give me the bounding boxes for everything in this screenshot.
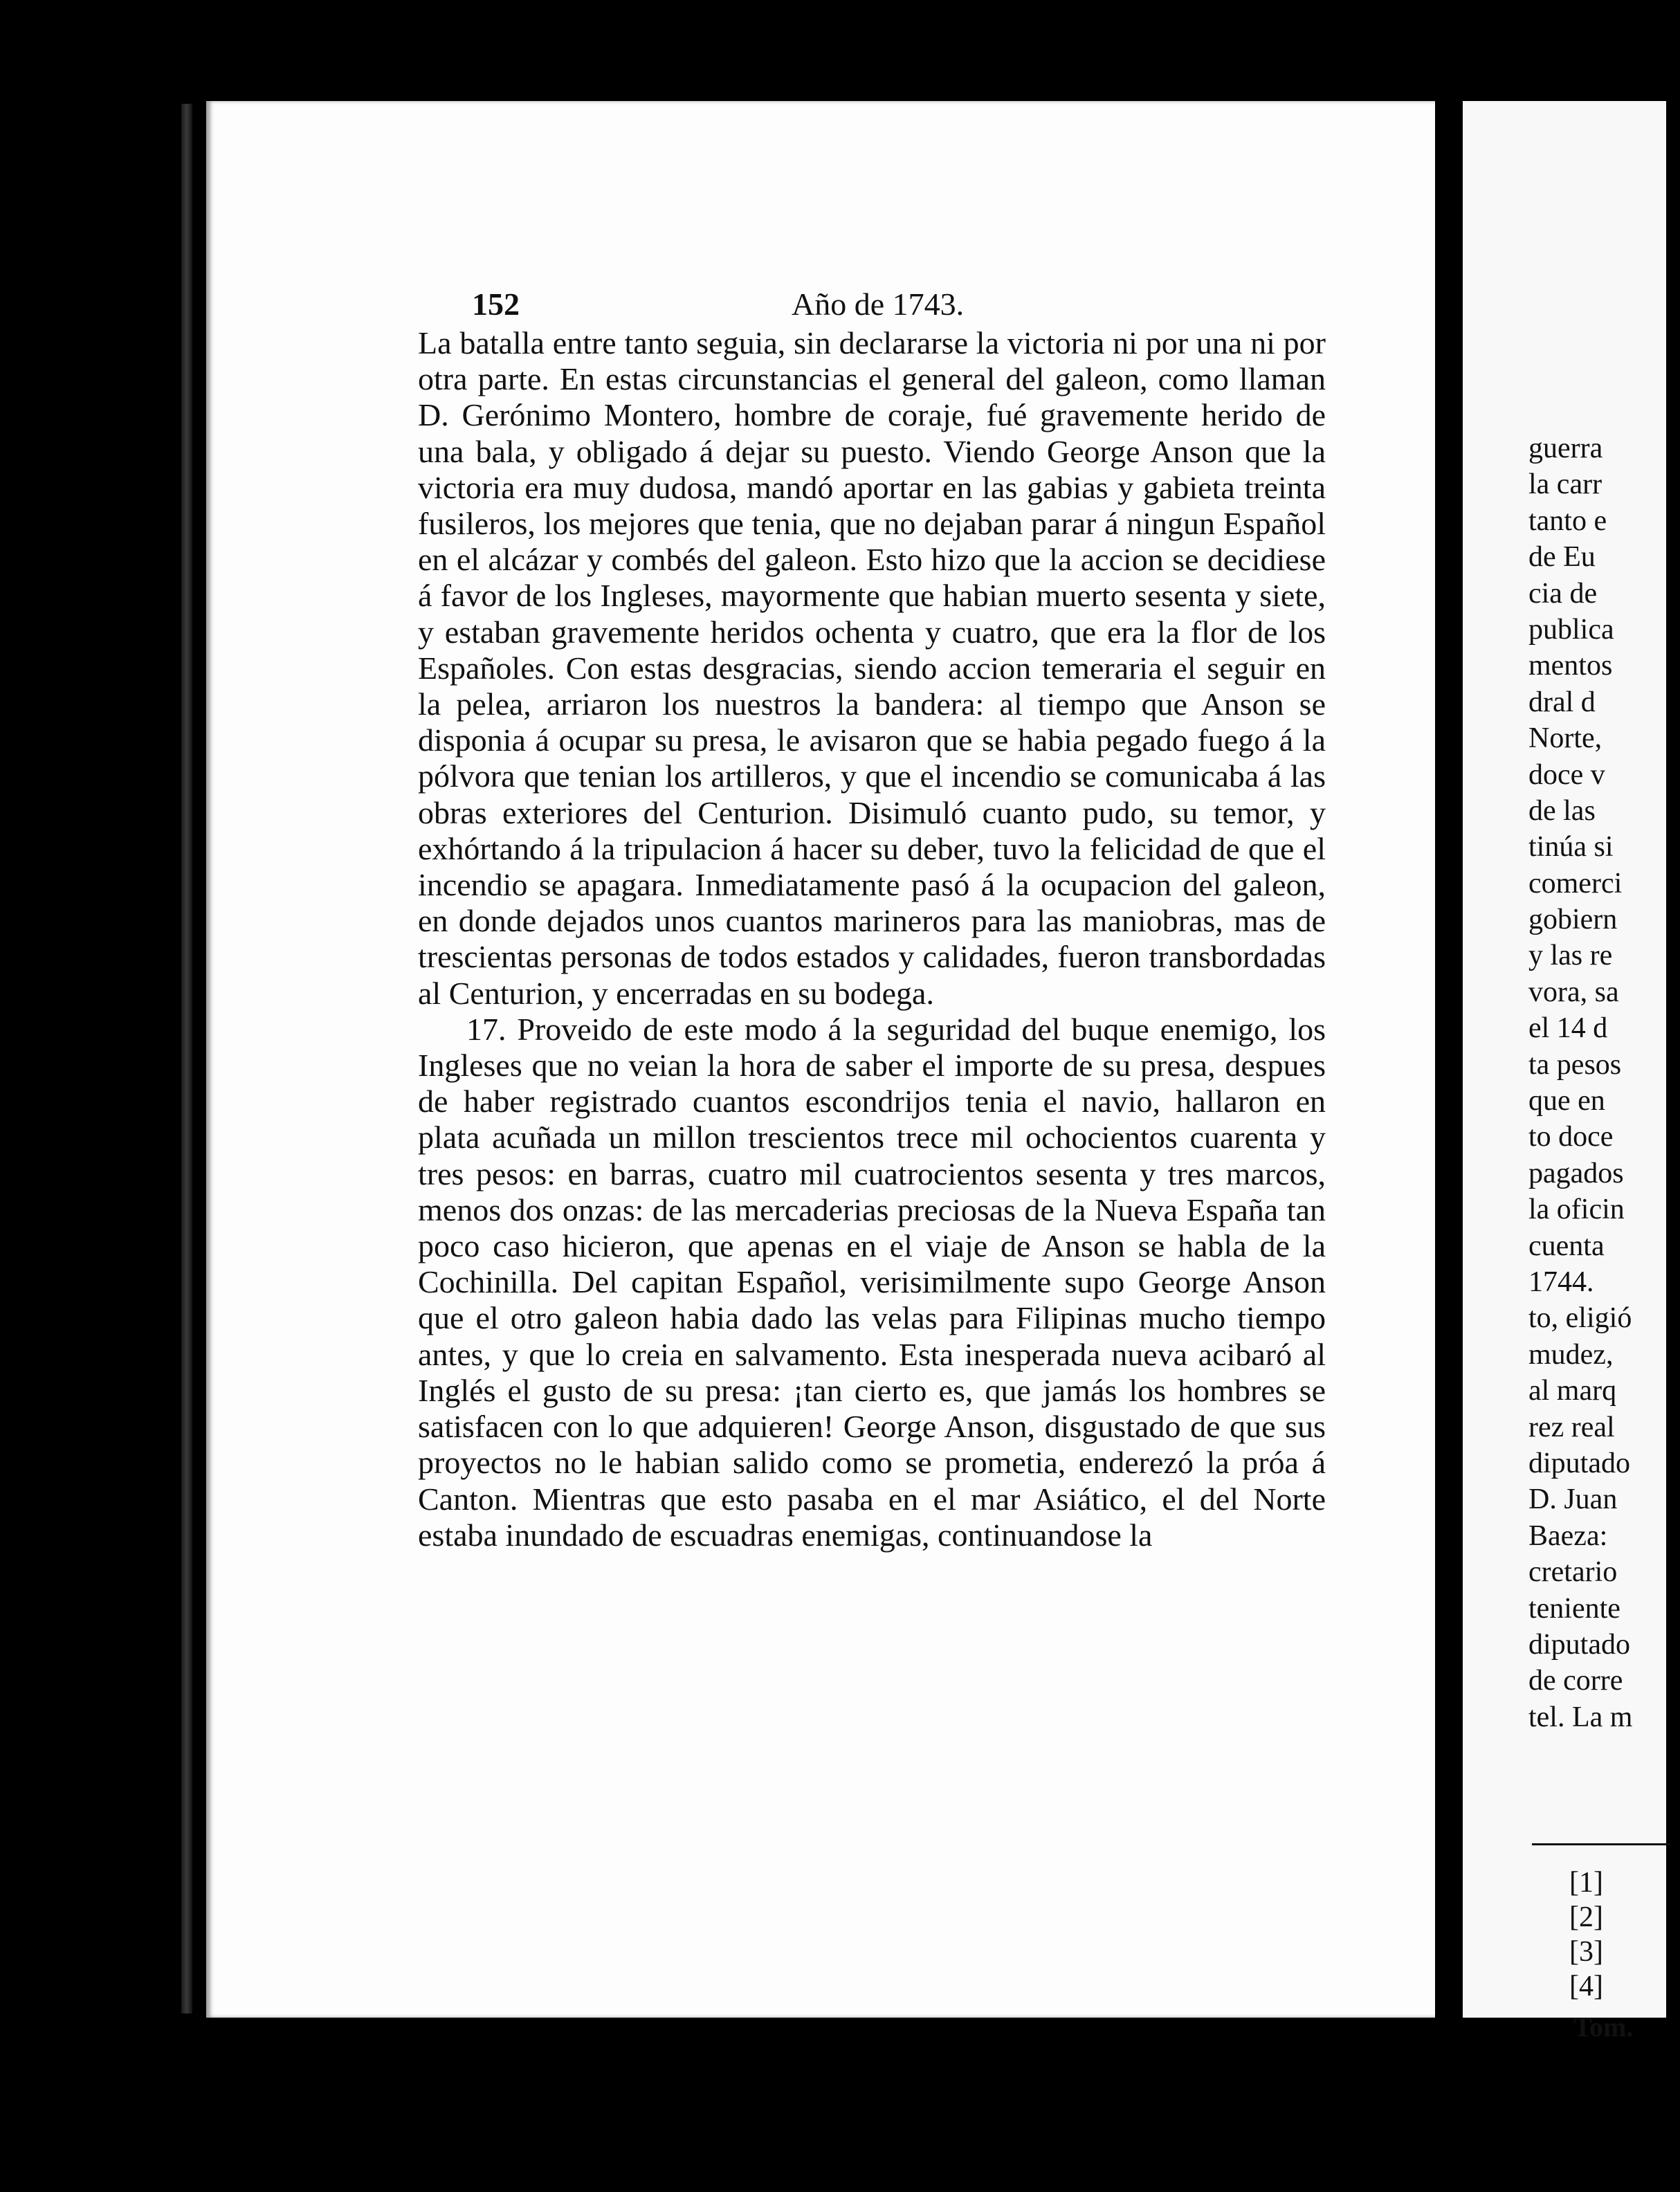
paragraph-17: 17. Proveido de este modo á la seguridad del buque enemigo, los Ingleses que no veian la hora de saber el importe de su presa, despues de haber registrado cuantos escondrijos tenia el navio, hallaron en plata acuñada un millon trescientos trece mil ochocientos cuarenta y tres pesos: en barras, cuatro mil cuatrocientos sesenta y tres marcos, menos dos onzas: de las mercaderias preciosas de la Nueva España tan poco caso hicieron, que apenas en el viaje de Anson se habla de la Cochinilla. Del capitan Español, verisimilmente supo George Anson que el otro galeon habia dado las velas para Filipinas mucho tiempo antes, y que lo creia en salvamento. Esta inesperada nueva acibaró al Inglés el gusto de su presa: ¡tan cierto es, que jamás los hombres se satisfacen con lo que adquieren! George Anson, disgustado de que sus proyectos no le habian salido como se prometia, enderezó la próa á Canton. Mientras que esto pasaba en el mar Asiático, el del Norte estaba inundado de escuadras enemigas, continuandose la xyxy=(418,1011,1326,1553)
right-page-fragment xyxy=(1463,101,1666,2043)
right-line: to, eligió xyxy=(1528,1302,1632,1335)
right-line: cuenta xyxy=(1528,1230,1605,1262)
right-line: pagados xyxy=(1528,1157,1624,1189)
right-line: 1744. xyxy=(1528,1266,1594,1298)
running-title: Año de 1743. xyxy=(792,286,965,322)
right-line: el 14 d xyxy=(1528,1012,1608,1045)
volume-signature: Tom. xyxy=(1573,2011,1634,2043)
right-line: mudez, xyxy=(1528,1338,1614,1371)
right-line: to doce xyxy=(1528,1121,1614,1153)
right-line: comerci xyxy=(1528,867,1623,899)
right-line: Norte, xyxy=(1528,722,1603,755)
paragraph-battle: La batalla entre tanto seguia, sin declararse la victoria ni por una ni por otra parte. En estas circunstancias el general del galeon, como llaman D. Gerónimo Montero, hombre de coraje, fué gravemente herido de una bala, y obligado á dejar su puesto. Viendo George Anson que la victoria era muy dudosa, mandó aportar en las gabias y gabieta treinta fusileros, los mejores que tenia, que no dejaban parar á ningun Español en el alcázar y combés del galeon. Esto hizo que la accion se decidiese á favor de los Ingleses, mayormente que habian muerto sesenta y siete, y estaban gravemente heridos ochenta y cuatro, que era la flor de los Españoles. Con estas desgracias, siendo accion temeraria el seguir en la pelea, arriaron los nuestros la bandera: al tiempo que Anson se disponia á ocupar su presa, le avisaron que se habia pegado fuego á la pólvora que tenian los artilleros, y que el incendio se comunicaba á las obras exteriores del Centurion. Disimuló cuanto pudo, su temor, y exhórtando á la tripulacion á hacer su deber, tuvo la felicidad de que el incendio se apagara. Inmediatamente pasó á la ocupacion del galeon, en donde dejados unos cuantos marineros para las maniobras, mas de trescientas personas de todos estados y calidades, fueron transbordadas al Centurion, y encerradas en su bodega. xyxy=(418,325,1326,1011)
right-line: teniente xyxy=(1528,1592,1620,1625)
footnote-marker: [3] xyxy=(1569,1936,1603,1968)
left-black-margin xyxy=(0,0,208,2192)
right-line: que en xyxy=(1528,1085,1605,1117)
right-line: cia de xyxy=(1528,577,1598,610)
right-line: diputado xyxy=(1528,1628,1630,1661)
right-line: diputado xyxy=(1528,1447,1630,1479)
footnote-list xyxy=(1569,1865,1680,2004)
right-line: de corre xyxy=(1528,1665,1623,1697)
right-line: y las re xyxy=(1528,940,1613,972)
right-line: publica xyxy=(1528,613,1614,646)
right-page-text xyxy=(1528,430,1667,1735)
right-line: guerra xyxy=(1528,432,1603,464)
right-line: doce v xyxy=(1528,758,1605,791)
right-line: de las xyxy=(1528,794,1596,827)
right-line: ta pesos xyxy=(1528,1048,1622,1081)
right-line: cretario xyxy=(1528,1556,1618,1589)
book-edge xyxy=(181,104,192,2013)
right-line: gobiern xyxy=(1528,904,1618,936)
right-line: mentos xyxy=(1528,650,1613,682)
right-line: la carr xyxy=(1528,468,1603,501)
right-line: rez real xyxy=(1528,1411,1615,1443)
book-gutter xyxy=(1435,101,1463,2018)
footnote-rule xyxy=(1532,1843,1670,1845)
right-line: vora, sa xyxy=(1528,976,1619,1008)
right-line: D. Juan xyxy=(1528,1483,1618,1516)
right-line: tinúa si xyxy=(1528,831,1614,864)
footnote-marker: [4] xyxy=(1569,1971,1603,2002)
right-line: de Eu xyxy=(1528,541,1596,574)
footnote-marker: [1] xyxy=(1569,1867,1603,1899)
right-line: tanto e xyxy=(1528,504,1607,537)
right-line: tel. La m xyxy=(1528,1701,1633,1733)
right-line: al marq xyxy=(1528,1375,1617,1407)
right-line: dral d xyxy=(1528,686,1596,718)
main-text-body xyxy=(418,325,1326,1553)
page-number: 152 xyxy=(472,286,520,322)
right-line: Baeza: xyxy=(1528,1519,1608,1552)
footnote-marker: [2] xyxy=(1569,1901,1603,1933)
right-line: la oficin xyxy=(1528,1194,1625,1226)
